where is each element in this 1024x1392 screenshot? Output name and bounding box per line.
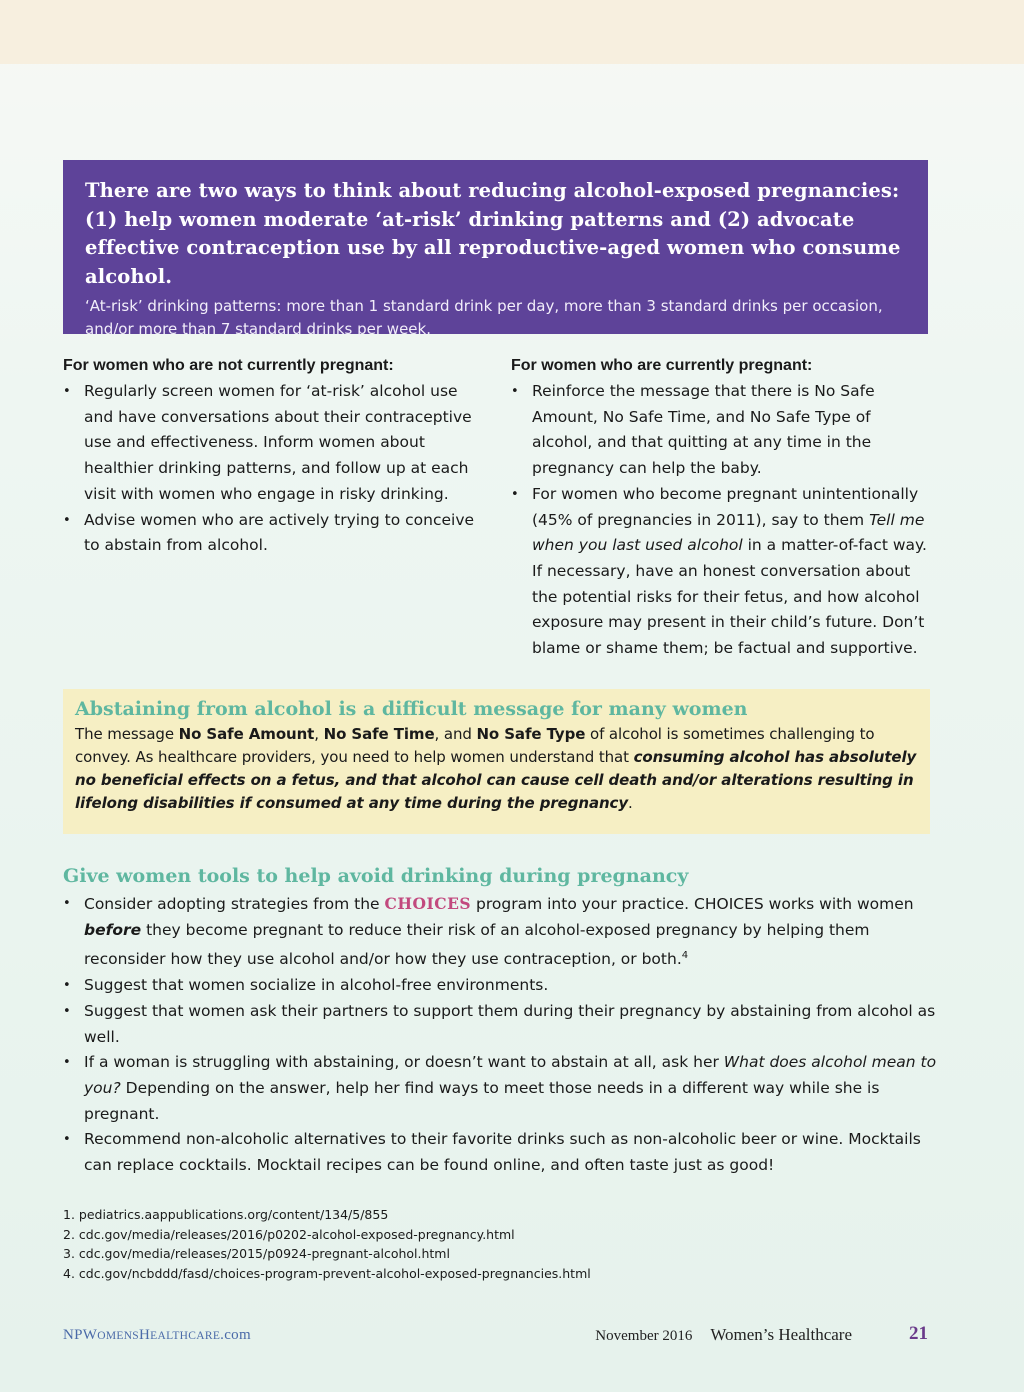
item-text: they become pregnant to reduce their risk of an alcohol-exposed pregnancy by helping them reconsider how they use alcohol and/or how they use contraception, or both.	[84, 920, 870, 969]
body-bold: No Safe Type	[476, 725, 586, 743]
list-item: • Advise women who are actively trying to conceive to abstain from alcohol.	[63, 508, 483, 559]
abstain-box	[63, 689, 930, 834]
list-item	[63, 1050, 943, 1127]
list-item: • Recommend non-alcoholic alternatives to their favorite drinks such as non-alcoholic beer or wine. Mocktails can replace cocktails. Mocktail recipes can be found online, and often taste just as good!	[63, 1127, 943, 1178]
pregnant-column	[511, 353, 931, 662]
not-pregnant-column	[63, 353, 483, 559]
footer-issue	[595, 1325, 880, 1345]
callout-subtext: ‘At-risk’ drinking patterns: more than 1 standard drink per day, more than 3 standard drinks per occasion, and/or more than 7 standard drinks per week.	[85, 297, 883, 338]
site-part: W	[82, 1327, 98, 1343]
item-text: If a woman is struggling with abstaining, or doesn’t want to abstain at all, ask her	[84, 1053, 724, 1072]
item-bold-italic: before	[84, 920, 142, 939]
item-text: Consider adopting strategies from the	[84, 895, 385, 913]
item-italic-text: Tell me when you last used alcohol	[532, 510, 925, 555]
body-text: .	[628, 794, 633, 812]
item-text: Depending on the answer, help her find ways to meet those needs in a different way while she is pregnant.	[84, 1079, 880, 1123]
reference-item[interactable]: 4. cdc.gov/ncbddd/fasd/choices-program-prevent-alcohol-exposed-pregnancies.html	[63, 1265, 591, 1281]
callout-headline: There are two ways to think about reducing alcohol-exposed pregnancies: (1) help women moderate ‘at-risk’ drinking patterns and (2) advocate effective contraception use by all reproductive-aged women who consume alcohol.	[85, 179, 901, 288]
reference-item[interactable]: 2. cdc.gov/media/releases/2016/p0202-alcohol-exposed-pregnancy.html	[63, 1226, 515, 1242]
list-item	[511, 482, 931, 662]
site-part: OMENS	[97, 1330, 140, 1342]
footer-site-link[interactable]	[63, 1327, 251, 1344]
site-part: .com	[220, 1327, 251, 1343]
body-text: ,	[314, 725, 324, 743]
reference-item[interactable]: 3. cdc.gov/media/releases/2015/p0924-pregnant-alcohol.html	[63, 1246, 450, 1261]
issue-date: November 2016	[595, 1328, 693, 1344]
body-text: of alcohol is sometimes challenging to convey. As healthcare providers, you need to help women understand that	[75, 725, 875, 766]
choices-link[interactable]: CHOICES	[384, 894, 472, 913]
abstain-body	[75, 723, 918, 815]
tools-list	[63, 891, 943, 1179]
site-part: NP	[63, 1327, 83, 1343]
abstain-title: Abstaining from alcohol is a difficult message for many women	[75, 698, 748, 720]
list-item: • Suggest that women socialize in alcohol-free environments.	[63, 973, 943, 999]
list-item: • Reinforce the message that there is No Safe Amount, No Safe Time, and No Safe Type of alcohol, and that quitting at any time in the pregnancy can help the baby.	[511, 379, 931, 482]
references	[63, 1205, 763, 1283]
body-bold: No Safe Time	[323, 725, 435, 743]
body-text: The message	[75, 725, 179, 743]
list-item	[63, 891, 943, 973]
list-item: • Suggest that women ask their partners to support them during their pregnancy by abstaining from alcohol as well.	[63, 999, 943, 1050]
page-number: 21	[909, 1323, 928, 1344]
site-part: H	[139, 1327, 151, 1343]
callout-box	[63, 160, 928, 338]
site-part: EALTHCARE	[150, 1330, 221, 1342]
item-text: For women who become pregnant unintentionally (45% of pregnancies in 2011), say to them	[532, 484, 919, 529]
tools-title: Give women tools to help avoid drinking during pregnancy	[63, 865, 689, 887]
pregnant-list	[511, 379, 931, 662]
footnote-marker: 4	[681, 950, 689, 962]
magazine-name: Women’s Healthcare	[710, 1325, 852, 1344]
reference-item[interactable]: 1. pediatrics.aappublications.org/content/134/5/855	[63, 1207, 389, 1222]
list-item: • Regularly screen women for ‘at-risk’ alcohol use and have conversations about their contraceptive use and effectiveness. Inform women about healthier drinking patterns, and follow up at each visit with women who engage in risky drinking.	[63, 379, 483, 508]
top-color-band	[0, 0, 1024, 64]
item-italic-text: What does alcohol mean to you?	[84, 1053, 937, 1098]
not-pregnant-list	[63, 379, 483, 559]
body-bold-italic: consuming alcohol has absolutely no beneficial effects on a fetus, and that alcohol can cause cell death and/or alterations resulting in lifelong disabilities if consumed at any time during the pregnancy	[75, 748, 917, 812]
item-text: in a matter-of-fact way. If necessary, have an honest conversation about the potential risks for their fetus, and how alcohol exposure may present in their child’s future. Don’t blame or shame them; be factual and supportive.	[532, 536, 927, 658]
body-bold: No Safe Amount	[178, 725, 315, 743]
pregnant-title: For women who are currently pregnant:	[511, 357, 813, 374]
body-text: , and	[434, 725, 477, 743]
not-pregnant-title: For women who are not currently pregnant:	[63, 357, 394, 374]
item-text: program into your practice. CHOICES works with women	[471, 895, 914, 913]
tools-section	[63, 861, 943, 1179]
